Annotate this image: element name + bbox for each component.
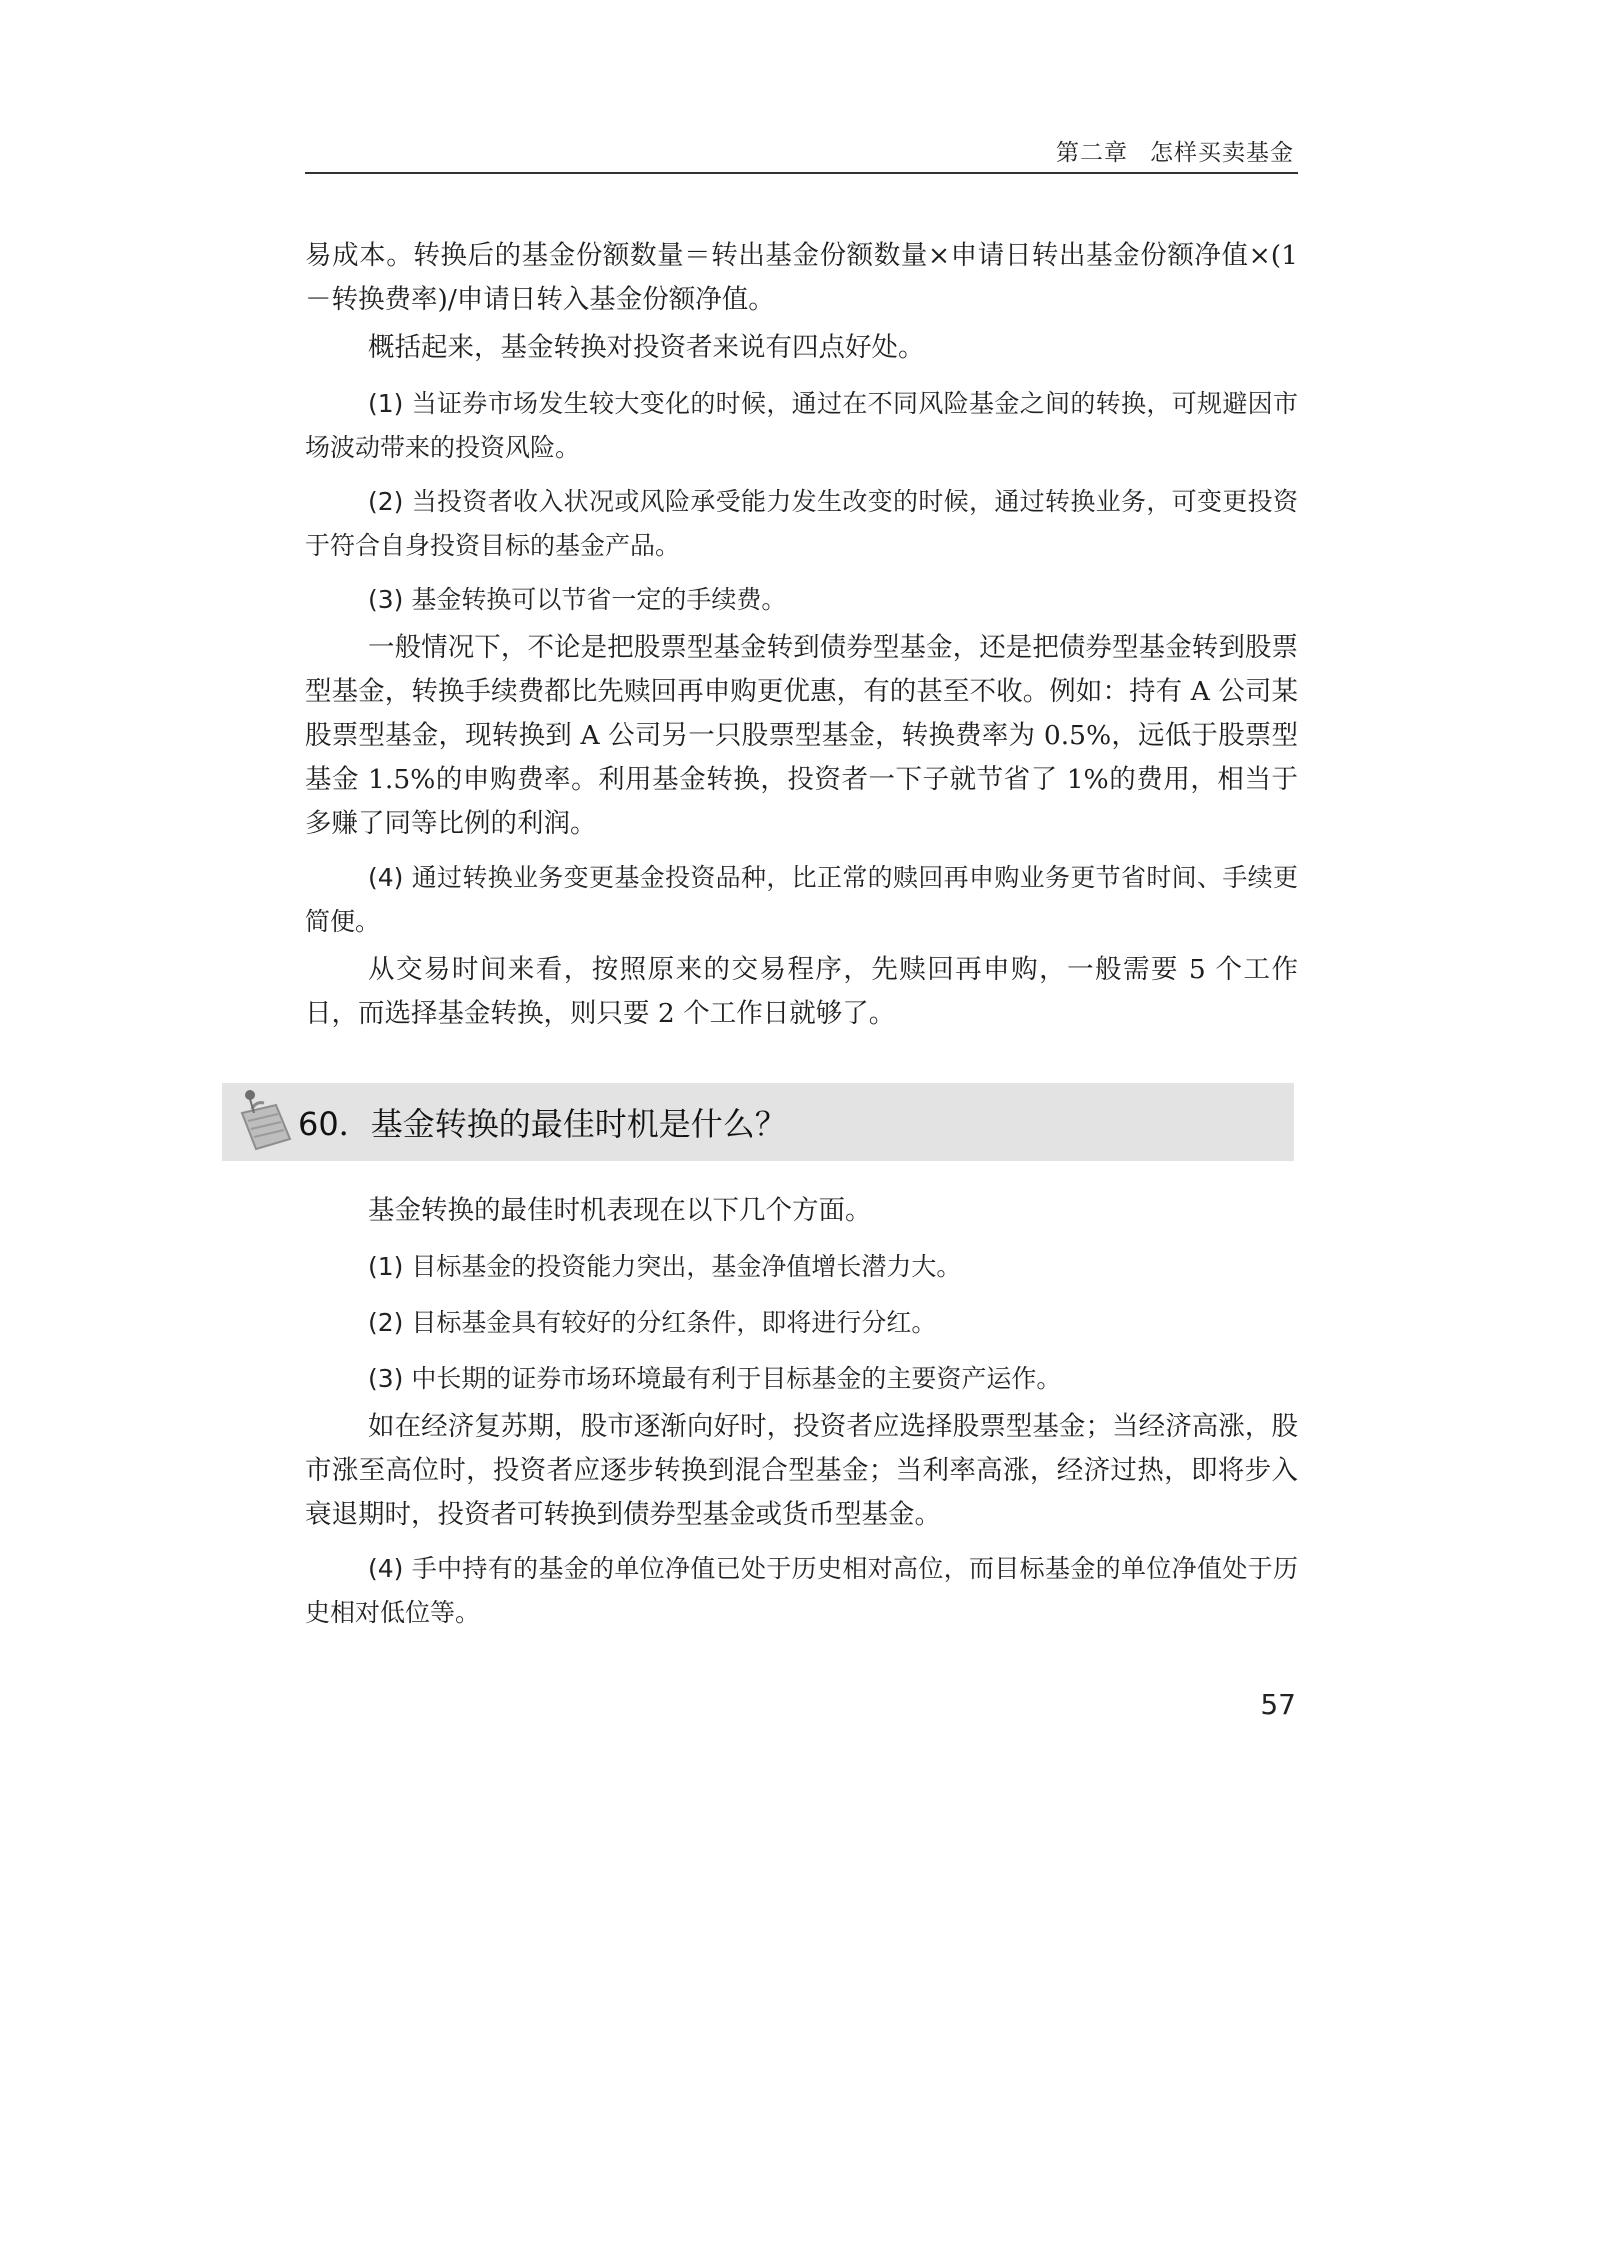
list-item: (3) 基金转换可以节省一定的手续费。 — [368, 585, 787, 614]
list-item: (4) 手中持有的基金的单位净值已处于历史相对高位，而目标基金的单位净值处于历史相对低位等。 — [305, 1554, 1298, 1627]
running-header — [305, 128, 1298, 174]
list-item: (1) 当证券市场发生较大变化的时候，通过在不同风险基金之间的转换，可规避因市场波动带来的投资风险。 — [305, 389, 1298, 462]
section-heading-bar — [222, 1083, 1294, 1161]
body-text-block-2 — [305, 1189, 1298, 1635]
list-item: (4) 通过转换业务变更基金投资品种，比正常的赎回再申购业务更节省时间、手续更简便。 — [305, 863, 1298, 936]
running-header-text — [1056, 134, 1294, 167]
section-title: 60．基金转换的最佳时机是什么？ — [298, 1105, 787, 1143]
paragraph: 概括起来，基金转换对投资者来说有四点好处。 — [368, 332, 925, 363]
body-text-block-1 — [305, 234, 1298, 1036]
paragraph: 基金转换的最佳时机表现在以下几个方面。 — [368, 1195, 872, 1226]
paragraph: 从交易时间来看，按照原来的交易程序，先赎回再申购，一般需要 5 个工作日，而选择基金转换，则只要 2 个工作日就够了。 — [305, 954, 1298, 1029]
paragraph: 易成本。转换后的基金份额数量＝转出基金份额数量×申请日转出基金份额净值×(1－转换费率)/申请日转入基金份额净值。 — [305, 240, 1298, 315]
list-item: (2) 目标基金具有较好的分红条件，即将进行分红。 — [368, 1308, 937, 1337]
chapter-label: 第二章 — [1056, 140, 1128, 166]
list-item: (3) 中长期的证券市场环境最有利于目标基金的主要资产运作。 — [368, 1364, 1062, 1393]
chapter-title: 怎样买卖基金 — [1150, 140, 1294, 166]
list-item: (1) 目标基金的投资能力突出，基金净值增长潜力大。 — [368, 1252, 962, 1281]
paragraph: 一般情况下，不论是把股票型基金转到债券型基金，还是把债券型基金转到股票型基金，转换手续费都比先赎回再申购更优惠，有的甚至不收。例如：持有 A 公司某股票型基金，现转换到 A 公司另一只股票型基金，转换费率为 0.5%，远低于股票型基金 1.5%的申购费率。利用基金转换，投资者一下子就节省了 1%的费用，相当于多赚了同等比例的利润。 — [305, 632, 1298, 839]
list-item: (2) 当投资者收入状况或风险承受能力发生改变的时候，通过转换业务，可变更投资于符合自身投资目标的基金产品。 — [305, 487, 1298, 560]
page-number: 57 — [1260, 1688, 1296, 1721]
notepad-pin-icon — [228, 1083, 306, 1161]
paragraph: 如在经济复苏期，股市逐渐向好时，投资者应选择股票型基金；当经济高涨，股市涨至高位时，投资者应逐步转换到混合型基金；当利率高涨，经济过热，即将步入衰退期时，投资者可转换到债券型基金或货币型基金。 — [305, 1411, 1298, 1530]
